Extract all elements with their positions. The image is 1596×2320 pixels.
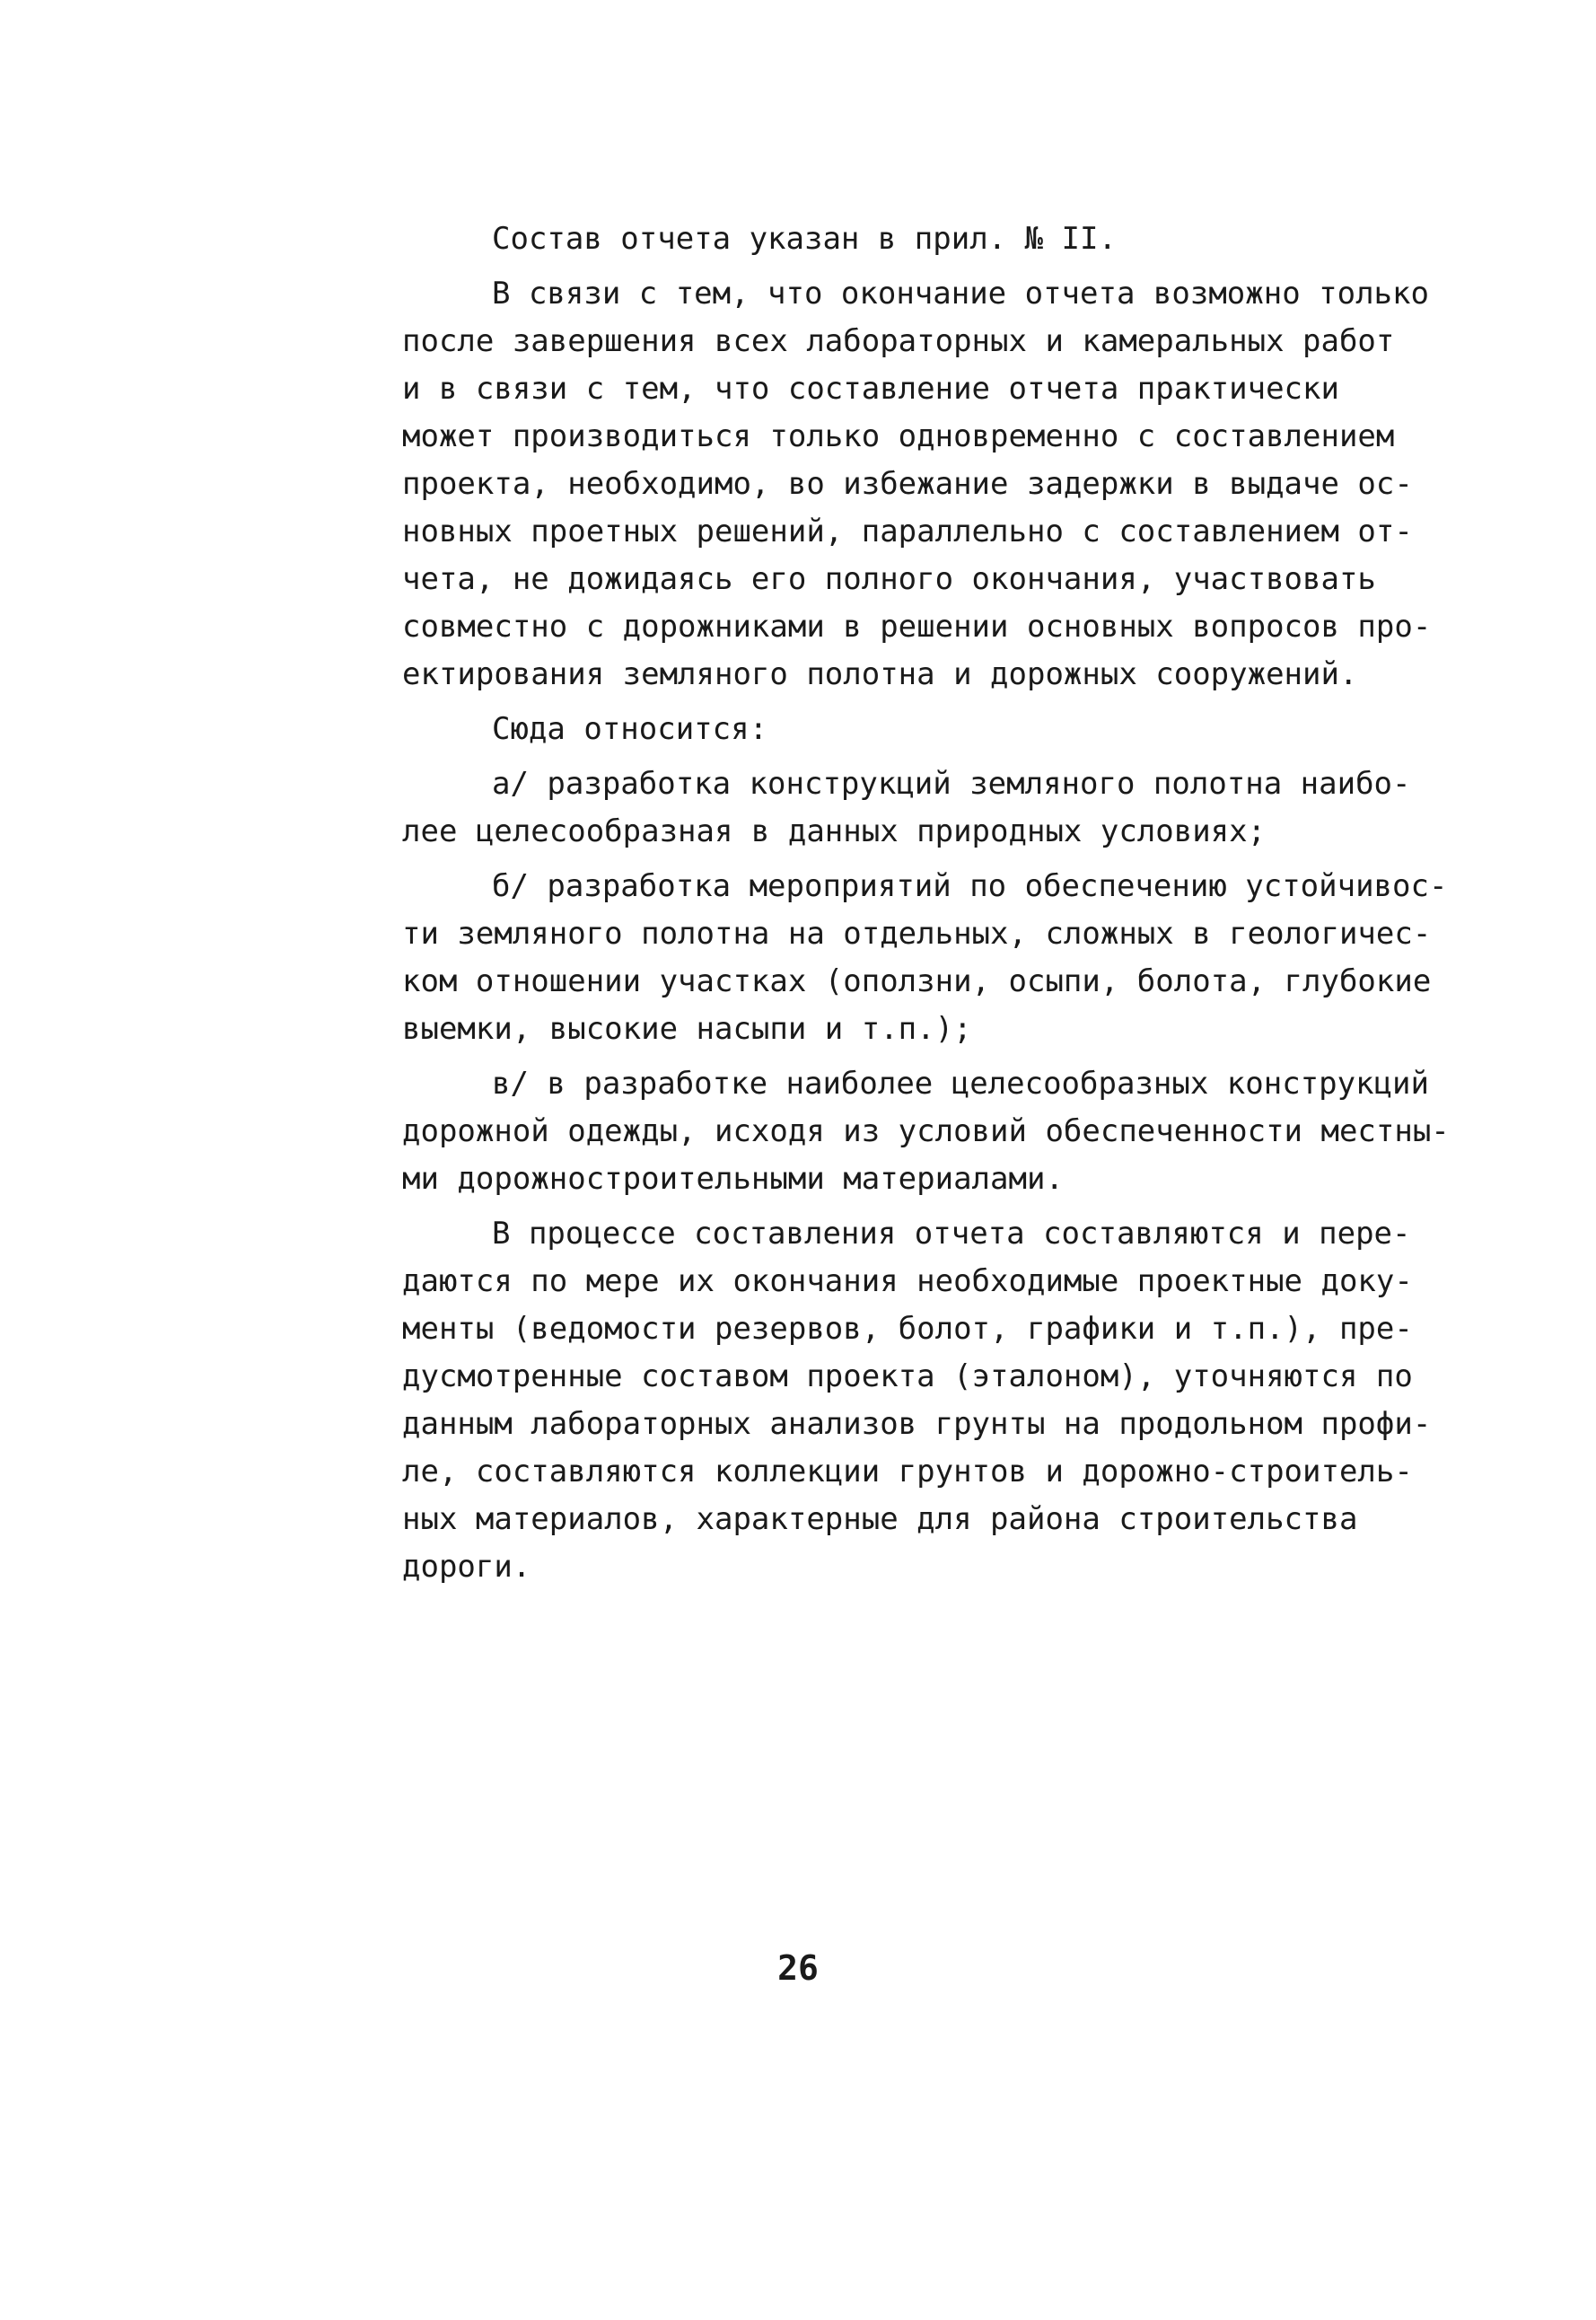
- text-line: новных проетных решений, параллельно с составлением от-: [402, 514, 1413, 549]
- list-item-b: [402, 863, 1461, 1053]
- text-line: может производиться только одновременно с составлением: [402, 418, 1395, 454]
- text-line: данным лабораторных анализов грунты на продольном профи-: [402, 1406, 1432, 1442]
- text-line: В связи с тем, что окончание отчета возможно только: [492, 276, 1429, 312]
- list-item-a: [402, 760, 1461, 856]
- text-line: даются по мере их окончания необходимые проектные доку-: [402, 1263, 1413, 1299]
- text-line: а/ разработка конструкций земляного полотна наибо-: [492, 766, 1411, 802]
- paragraph-includes: [402, 706, 1461, 753]
- text-line: В процессе составления отчета составляются и пере-: [492, 1216, 1411, 1252]
- text-line: в/ в разработке наиболее целесообразных конструкций: [492, 1066, 1429, 1102]
- page-number: 26: [777, 1948, 819, 1988]
- text-line: менты (ведомости резервов, болот, графики и т.п.), пре-: [402, 1311, 1413, 1347]
- text-line: лее целесообразная в данных природных условиях;: [402, 813, 1267, 849]
- text-line: ком отношении участках (оползни, осыпи, болота, глубокие: [402, 963, 1432, 999]
- text-line: ле, составляются коллекции грунтов и дорожно-строитель-: [402, 1454, 1413, 1490]
- text-line: и в связи с тем, что составление отчета практически: [402, 371, 1339, 407]
- text-line: совместно с дорожниками в решении основных вопросов про-: [402, 609, 1432, 645]
- text-line: Состав отчета указан в прил. № II.: [492, 221, 1117, 257]
- text-line: после завершения всех лабораторных и камеральных работ: [402, 323, 1395, 359]
- text-line: Сюда относится:: [492, 711, 768, 747]
- text-line: дорожной одежды, исходя из условий обеспеченности местны-: [402, 1113, 1450, 1149]
- text-line: выемки, высокие насыпи и т.п.);: [402, 1011, 972, 1047]
- text-line: б/ разработка мероприятий по обеспечению устойчивос-: [492, 868, 1448, 904]
- list-item-v: [402, 1060, 1461, 1203]
- paragraph-report-completion: [402, 270, 1461, 699]
- text-line: дороги.: [402, 1549, 531, 1585]
- text-line: дусмотренные составом проекта (эталоном), уточняются по: [402, 1358, 1413, 1394]
- paragraph-report-process: [402, 1210, 1461, 1591]
- text-line: чета, не дожидаясь его полного окончания, участвовать: [402, 561, 1376, 597]
- text-line: ми дорожностроительными материалами.: [402, 1161, 1064, 1197]
- text-line: ектирования земляного полотна и дорожных сооружений.: [402, 656, 1358, 692]
- text-line: ных материалов, характерные для района строительства: [402, 1501, 1358, 1537]
- body-text: [402, 215, 1461, 1591]
- paragraph-report-composition: [402, 215, 1461, 263]
- text-line: проекта, необходимо, во избежание задержки в выдаче ос-: [402, 466, 1413, 502]
- text-line: ти земляного полотна на отдельных, сложных в геологичес-: [402, 916, 1432, 952]
